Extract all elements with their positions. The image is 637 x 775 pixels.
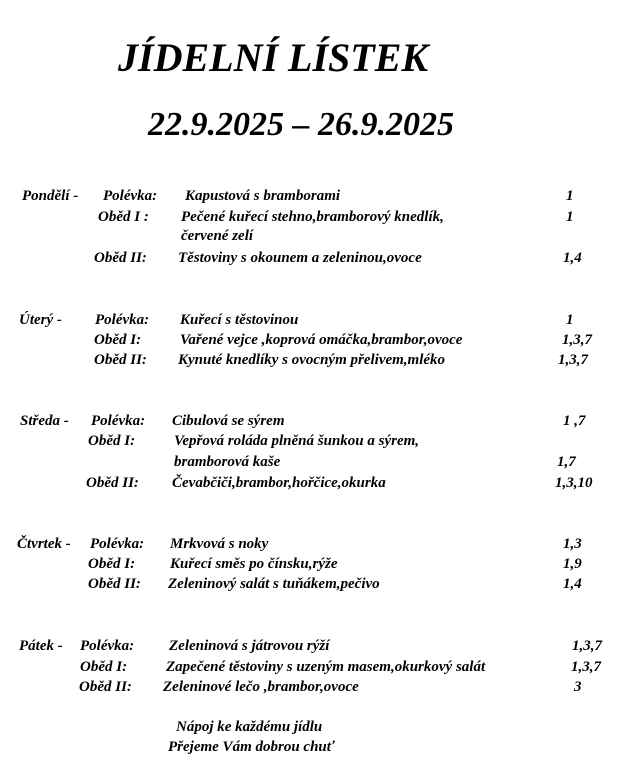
course-label: Polévka:: [90, 536, 145, 552]
dish-text: Zeleninová s játrovou rýží: [169, 638, 330, 654]
dish-text: Kynuté knedlíky s ovocným přelivem,mléko: [178, 352, 446, 368]
day-name: Středa -: [20, 413, 69, 429]
course-label: Oběd I:: [80, 659, 128, 675]
course-label: Oběd I:: [88, 433, 136, 449]
allergens: 1,3,7: [562, 332, 592, 348]
course-label: Oběd I :: [98, 209, 149, 225]
course-label: Oběd II:: [86, 475, 139, 491]
day-name: Pondělí -: [22, 188, 79, 204]
dish-text: Kuřecí směs po čínsku,rýže: [170, 556, 338, 572]
course-label: Polévka:: [95, 312, 150, 328]
dish-text: Mrkvová s noky: [170, 536, 269, 552]
allergens: 1: [566, 188, 574, 204]
course-label: Oběd II:: [94, 352, 147, 368]
allergens: 3: [574, 679, 582, 695]
dish-text-continued: bramborová kaše: [174, 454, 281, 470]
day-name: Úterý -: [19, 312, 62, 328]
allergens: 1: [566, 209, 574, 225]
course-label: Polévka:: [91, 413, 146, 429]
allergens: 1,3,7: [558, 352, 588, 368]
footer-drink-note: Nápoj ke každému jídlu: [176, 719, 323, 735]
dish-text: Kuřecí s těstovinou: [180, 312, 299, 328]
allergens: 1,3,10: [555, 475, 593, 491]
allergens: 1,3: [563, 536, 582, 552]
footer-wish: Přejeme Vám dobrou chuť: [168, 739, 335, 755]
course-label: Polévka:: [80, 638, 135, 654]
dish-text: Pečené kuřecí stehno,bramborový knedlík,: [181, 209, 444, 225]
course-label: Oběd II:: [88, 576, 141, 592]
day-name: Pátek -: [19, 638, 63, 654]
allergens: 1,3,7: [572, 638, 602, 654]
allergens: 1,9: [563, 556, 582, 572]
dish-text: Zeleninové lečo ,brambor,ovoce: [163, 679, 359, 695]
dish-text: Čevabčiči,brambor,hořčice,okurka: [172, 475, 386, 491]
course-label: Oběd II:: [79, 679, 132, 695]
allergens: 1 ,7: [563, 413, 586, 429]
course-label: Oběd I:: [88, 556, 136, 572]
allergens: 1,7: [557, 454, 576, 470]
dish-text: Kapustová s bramborami: [185, 188, 341, 204]
allergens: 1,4: [563, 576, 582, 592]
page-title: JÍDELNÍ LÍSTEK: [118, 35, 429, 80]
dish-text-continued: červené zelí: [181, 228, 254, 244]
course-label: Polévka:: [103, 188, 158, 204]
course-label: Oběd I:: [94, 332, 142, 348]
dish-text: Těstoviny s okounem a zeleninou,ovoce: [178, 250, 422, 266]
dish-text: Zeleninový salát s tuňákem,pečivo: [168, 576, 380, 592]
dish-text: Cibulová se sýrem: [172, 413, 285, 429]
day-name: Čtvrtek -: [17, 536, 71, 552]
allergens: 1,4: [563, 250, 582, 266]
allergens: 1,3,7: [571, 659, 601, 675]
allergens: 1: [566, 312, 574, 328]
dish-text: Zapečené těstoviny s uzeným masem,okurkový salát: [166, 659, 486, 675]
course-label: Oběd II:: [94, 250, 147, 266]
date-range: 22.9.2025 – 26.9.2025: [148, 106, 454, 143]
dish-text: Vařené vejce ,koprová omáčka,brambor,ovoce: [180, 332, 463, 348]
dish-text: Vepřová roláda plněná šunkou a sýrem,: [174, 433, 420, 449]
